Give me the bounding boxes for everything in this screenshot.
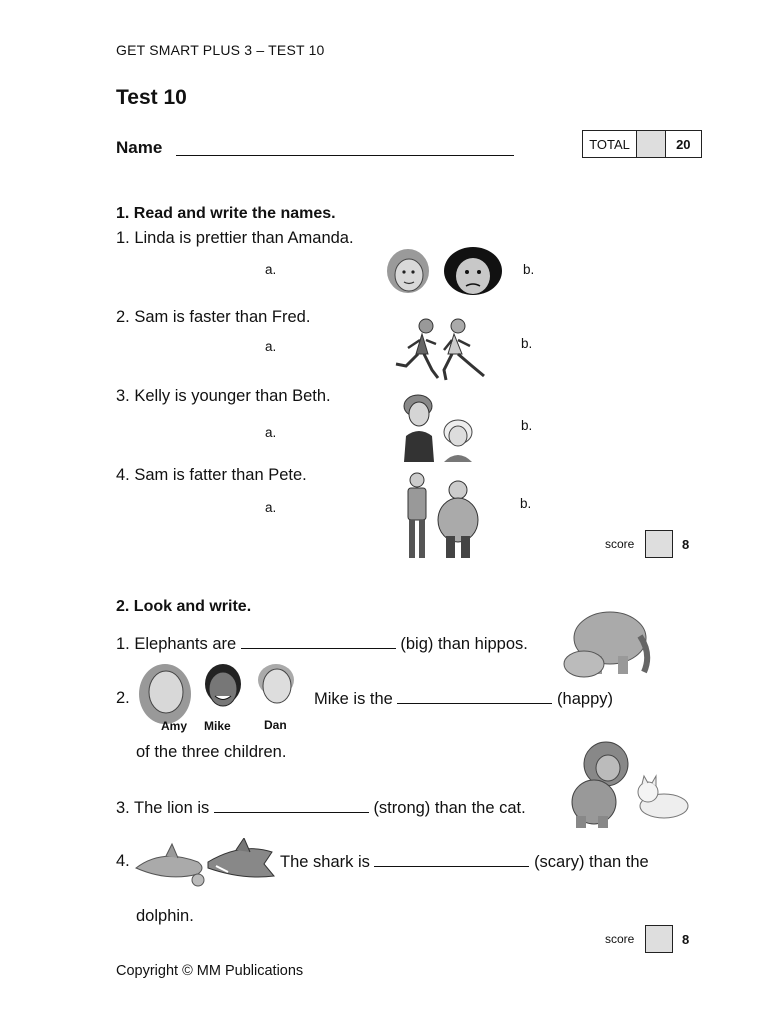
copyright-footer: Copyright © MM Publications (116, 963, 304, 979)
s2-item1-pre: 1. Elephants are (116, 635, 237, 653)
s1-item3-sentence: 3. Kelly is younger than Beth. (116, 387, 331, 405)
s2-item2-post: (happy) (557, 690, 613, 708)
kid-label-mike: Mike (204, 719, 231, 733)
s2-score-label: score (605, 932, 635, 946)
name-label: Name (116, 138, 163, 157)
s2-item4-num: 4. (116, 852, 130, 870)
s2-item2-blank[interactable] (397, 689, 552, 704)
s2-score-max: 8 (682, 932, 690, 947)
s1-score-label: score (605, 537, 635, 551)
s1-item2-a: a. (265, 339, 277, 354)
total-label: TOTAL (583, 131, 637, 157)
s2-item4-cont: dolphin. (136, 907, 194, 925)
dolphin-shark-icon (132, 838, 278, 888)
men-standing-icon (398, 470, 484, 562)
s2-item4-post: (scary) than the (534, 853, 649, 871)
s2-item4 (280, 852, 649, 872)
s2-item3-blank[interactable] (214, 798, 369, 813)
s2-item1 (116, 634, 528, 654)
s2-item4-pre: The shark is (280, 853, 370, 871)
s1-item1-sentence: 1. Linda is prettier than Amanda. (116, 229, 354, 247)
running-boys-icon (392, 316, 488, 386)
s1-item2-sentence: 2. Sam is faster than Fred. (116, 308, 311, 326)
s2-item3-post: (strong) than the cat. (373, 799, 526, 817)
lion-cat-icon (558, 740, 702, 832)
woman-faces-icon (382, 246, 504, 298)
page-title: Test 10 (116, 86, 187, 109)
s2-item2-pre: Mike is the (314, 690, 393, 708)
s2-item3-pre: 3. The lion is (116, 799, 210, 817)
s1-score-field[interactable] (645, 530, 673, 558)
s1-item1-a: a. (265, 262, 277, 277)
s1-item4-b: b. (520, 496, 532, 511)
s2-item1-post: (big) than hippos. (400, 635, 528, 653)
s1-item3-a: a. (265, 425, 277, 440)
section2-title: 2. Look and write. (116, 598, 252, 615)
kid-label-amy: Amy (161, 719, 188, 733)
section1-title: 1. Read and write the names. (116, 205, 336, 222)
s2-score-field[interactable] (645, 925, 673, 953)
total-score-field[interactable] (637, 131, 666, 157)
page-header: GET SMART PLUS 3 – TEST 10 (116, 42, 325, 58)
women-portraits-icon (400, 392, 480, 464)
s1-item1-b: b. (523, 262, 535, 277)
s2-item1-blank[interactable] (241, 634, 396, 649)
s2-item2-cont: of the three children. (136, 743, 287, 761)
s1-score-max: 8 (682, 537, 690, 552)
s1-item2-b: b. (521, 336, 533, 351)
s2-item4-blank[interactable] (374, 852, 529, 867)
elephant-hippo-icon (558, 606, 654, 682)
s2-item3 (116, 798, 526, 818)
name-field[interactable] (176, 155, 514, 156)
total-max: 20 (676, 136, 691, 152)
s1-item4-sentence: 4. Sam is fatter than Pete. (116, 466, 307, 484)
s1-item4-a: a. (265, 500, 277, 515)
s1-item3-b: b. (521, 418, 533, 433)
kid-label-dan: Dan (264, 718, 287, 732)
s2-item2-num: 2. (116, 689, 130, 707)
total-score-box (582, 130, 702, 158)
s2-item2 (314, 689, 613, 709)
